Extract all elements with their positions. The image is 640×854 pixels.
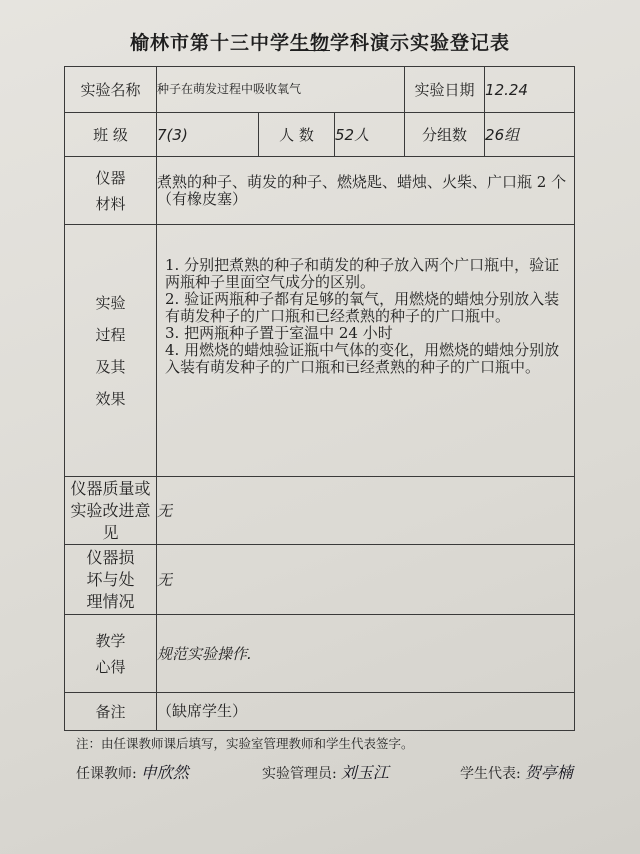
experiment-name-label: 实验名称 <box>65 67 157 113</box>
class-label: 班 级 <box>65 113 157 157</box>
lab-manager-label: 实验管理员: <box>262 766 337 782</box>
teacher-label: 任课教师: <box>76 766 137 782</box>
groups-value: 26组 <box>485 113 575 157</box>
teaching-label: 教学心得 <box>65 615 157 693</box>
student-rep-label: 学生代表: <box>460 766 521 782</box>
teacher-signature <box>76 760 189 783</box>
damage-value: 无 <box>157 545 575 615</box>
row-instruments <box>65 157 575 225</box>
instruments-label: 仪器材料 <box>65 157 157 225</box>
remarks-value: （缺席学生） <box>157 693 575 731</box>
row-process <box>65 225 575 477</box>
people-label: 人 数 <box>259 113 335 157</box>
quality-value: 无 <box>157 477 575 545</box>
signature-line <box>76 760 616 786</box>
row-class-info <box>65 113 575 157</box>
process-step: 3. 把两瓶种子置于室温中 24 小时 <box>165 324 393 342</box>
footer-note: 注：由任课教师课后填写，实验室管理教师和学生代表签字。 <box>76 736 414 751</box>
date-value: 12.24 <box>485 67 575 113</box>
process-label: 实验过程及其效果 <box>65 225 157 477</box>
quality-label: 仪器质量或实验改进意见 <box>65 477 157 545</box>
people-value: 52人 <box>335 113 405 157</box>
student-rep-name: 贺亭楠 <box>524 763 573 782</box>
lab-manager-name: 刘玉江 <box>340 763 389 782</box>
date-label: 实验日期 <box>405 67 485 113</box>
process-step: 2. 验证两瓶种子都有足够的氧气，用燃烧的蜡烛分别放入装有萌发种子的广口瓶和已经煮熟的种子的广口瓶中。 <box>165 290 560 325</box>
row-experiment-name <box>65 67 575 113</box>
experiment-record-table <box>64 66 575 731</box>
title-subject: 生物 <box>289 32 330 54</box>
teacher-name: 申欣然 <box>140 763 189 782</box>
student-rep-signature <box>460 760 573 783</box>
row-damage <box>65 545 575 615</box>
process-step: 1. 分别把煮熟的种子和萌发的种子放入两个广口瓶中，验证两瓶种子里面空气成分的区别。 <box>165 256 560 291</box>
row-teaching <box>65 615 575 693</box>
title-form-name: 学科演示实验登记表 <box>330 32 511 54</box>
groups-label: 分组数 <box>405 113 485 157</box>
instruments-value: 煮熟的种子、萌发的种子、燃烧匙、蜡烛、火柴、广口瓶 2 个（有橡皮塞） <box>157 157 575 225</box>
teaching-value: 规范实验操作. <box>157 615 575 693</box>
process-steps <box>157 225 575 477</box>
page-title <box>0 28 640 55</box>
class-value: 7(3) <box>157 113 259 157</box>
damage-label: 仪器损坏与处理情况 <box>65 545 157 615</box>
row-remarks <box>65 693 575 731</box>
lab-manager-signature <box>262 760 389 783</box>
remarks-label: 备注 <box>65 693 157 731</box>
title-school: 榆林市第十三中学 <box>129 32 290 54</box>
process-step: 4. 用燃烧的蜡烛验证瓶中气体的变化，用燃烧的蜡烛分别放入装有萌发种子的广口瓶和已经煮熟的种子的广口瓶中。 <box>165 341 560 376</box>
experiment-name-value: 种子在萌发过程中吸收氧气 <box>157 67 405 113</box>
row-quality <box>65 477 575 545</box>
